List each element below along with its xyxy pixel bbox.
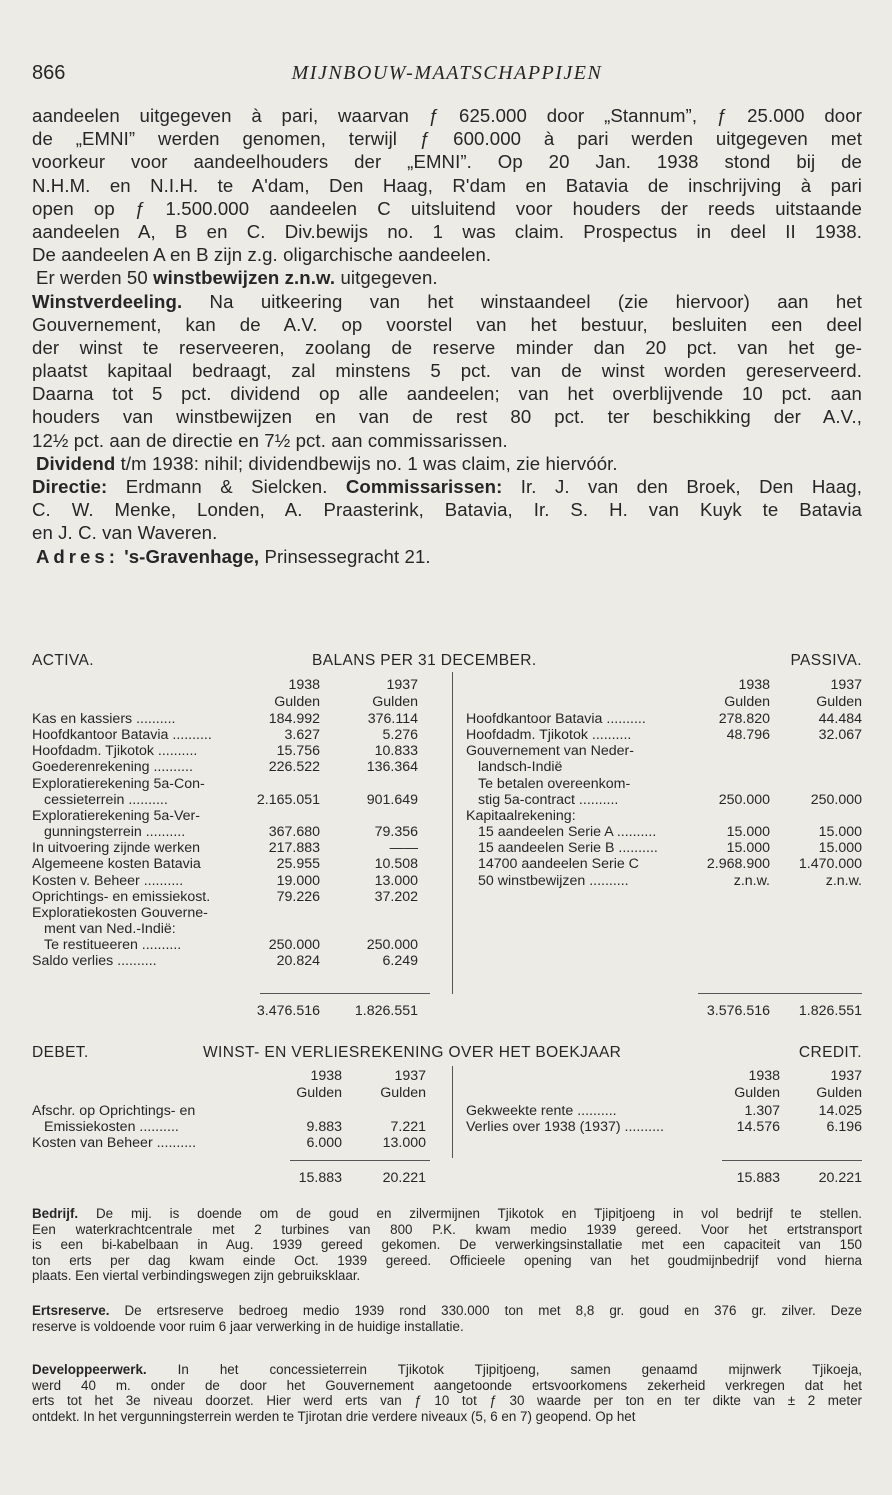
- column-divider: [452, 1066, 453, 1158]
- amount-1937: 136.364: [366, 759, 418, 776]
- unit-header: Gulden: [724, 694, 770, 710]
- total-rule: [260, 993, 430, 994]
- account-label: gunningsterrein ..........: [44, 824, 186, 841]
- directie-label: Directie:: [32, 476, 108, 497]
- total-1938: 3.576.516: [706, 1003, 770, 1019]
- amount-1938: 15.000: [726, 840, 770, 857]
- account-label: Emissiekosten ..........: [44, 1119, 179, 1136]
- text-line: N.H.M. en N.I.H. te A'dam, Den Haag, R'dam en Batavia de inschrijving à pari: [32, 174, 862, 196]
- amount-1938: 217.883: [268, 840, 320, 857]
- account-label: Hoofdkantoor Batavia ..........: [32, 727, 212, 744]
- amount-1938: 250.000: [268, 937, 320, 954]
- total-1937: 1.826.551: [354, 1003, 418, 1019]
- amount-1938: 15.000: [726, 824, 770, 841]
- amount-1937: 250.000: [366, 937, 418, 954]
- total-1938: 3.476.516: [256, 1003, 320, 1019]
- account-label: Exploratierekening 5a-Con-: [32, 775, 205, 792]
- directie-text: [32, 498, 862, 544]
- year-header: 1938: [310, 1068, 342, 1084]
- amount-1938: 14.576: [736, 1119, 780, 1136]
- unit-header: Gulden: [372, 694, 418, 710]
- developpeerwerk-paragraph: Developpeerwerk. In het concessieterrein Tjikotok Tjipitjoeng, samen genaamd mijnwerk Tjikoeja, werd 40 m. onder de door het Gouvernement aangetoonde ertsvoorkomens zekerheid verkregen dat het erts tot het 3e niveau doorzet. Hier werd erts van ƒ 10 tot ƒ 30 waarde per ton en ter dikte van ± 2 meter ontdekt. In het vergunningsterrein werden te Tjirotan drie verdere niveaux (5, 6 en 7) geopend. Op het: [32, 1362, 862, 1424]
- amount-1938: 1.307: [744, 1103, 780, 1119]
- debet-heading: DEBET.: [32, 1044, 89, 1061]
- account-label: 15 aandeelen Serie A ..........: [478, 824, 657, 841]
- amount-1937: 901.649: [366, 791, 418, 808]
- text-line: ontdekt. In het vergunningsterrein werden te Tjirotan drie verdere niveaux (5, 6 en 7) geopend. Op het: [32, 1408, 636, 1424]
- year-header: 1937: [830, 677, 862, 693]
- amount-1937: 7.221: [390, 1119, 426, 1136]
- text-line: der winst te reserveeren, zoolang de reserve minder dan 20 pct. van het ge-: [32, 336, 862, 358]
- page-header: [32, 62, 862, 90]
- amount-1938: 367.680: [268, 824, 320, 841]
- text-line: Daarna tot 5 pct. dividend op alle aandeelen; van het overblijvende 10 pct. aan: [32, 383, 862, 405]
- text-line: houders van winstbewijzen en van de rest 80 pct. ter beschikking der A.V.,: [32, 406, 862, 428]
- amount-1938: 226.522: [268, 759, 320, 776]
- year-header: 1937: [830, 1068, 862, 1084]
- winstverdeeling-text: [32, 313, 862, 452]
- amount-1937: 376.114: [367, 711, 418, 727]
- column-divider: [452, 672, 453, 994]
- company-description: [32, 104, 862, 568]
- year-header: 1937: [386, 677, 418, 693]
- amount-1937: ——: [389, 840, 418, 857]
- unit-header: Gulden: [296, 1085, 342, 1101]
- year-header: 1938: [288, 677, 320, 693]
- account-label: Oprichtings- en emissiekost.: [32, 888, 211, 905]
- year-header: 1938: [748, 1068, 780, 1084]
- amount-1938: 3.627: [284, 727, 320, 744]
- amount-1937: 15.000: [818, 824, 862, 841]
- credit-heading: CREDIT.: [798, 1044, 862, 1061]
- total-1937: 20.221: [382, 1170, 426, 1186]
- amount-1937: 5.276: [382, 727, 418, 744]
- unit-header: Gulden: [816, 1085, 862, 1101]
- amount-1937: 6.196: [826, 1119, 862, 1136]
- account-label: 14700 aandeelen Serie C: [478, 856, 639, 873]
- account-label: Hoofdkantoor Batavia ..........: [466, 711, 646, 727]
- text-line: voorkeur voor aandeelhouders der „EMNI”. Op 20 Jan. 1938 stond bij de: [32, 151, 862, 173]
- ertsreserve-paragraph: Ertsreserve. De ertsreserve bedroeg medio 1939 rond 330.000 ton met 8,8 gr. goud en 376 gr. zilver. Deze reserve is voldoende voor ruim 6 jaar verwerking in de huidige installatie.: [32, 1303, 862, 1334]
- account-label: Saldo verlies ..........: [32, 953, 157, 970]
- text-line: plaats. Een viertal verbindingswegen zijn gebruiksklaar.: [32, 1268, 361, 1284]
- balance-heading: BALANS PER 31 DECEMBER.: [312, 652, 537, 669]
- amount-1938: 20.824: [276, 953, 320, 970]
- amount-1937: 6.249: [382, 953, 418, 970]
- running-title: MIJNBOUW-MAATSCHAPPIJEN: [291, 62, 603, 84]
- account-label: Te betalen overeenkom-: [478, 775, 631, 792]
- total-1938: 15.883: [298, 1170, 342, 1186]
- amount-1937: 37.202: [374, 888, 418, 905]
- unit-header: Gulden: [734, 1085, 780, 1101]
- account-label: Verlies over 1938 (1937) ..........: [466, 1119, 664, 1136]
- account-label: Algemeene kosten Batavia: [32, 856, 201, 873]
- account-label: Hoofdadm. Tjikotok ..........: [32, 743, 198, 760]
- directie-line: Directie: Erdmann & Sielcken. Commissarissen: Ir. J. van den Broek, Den Haag,: [32, 476, 862, 497]
- text-line: 12½ pct. aan de directie en 7½ pct. aan commissarissen.: [32, 429, 508, 451]
- dividend-line: Dividend t/m 1938: nihil; dividendbewijs no. 1 was claim, zie hiervóór.: [36, 452, 618, 474]
- account-label: Exploratiekosten Gouverne-: [32, 904, 208, 921]
- year-header: 1937: [394, 1068, 426, 1084]
- passiva-heading: PASSIVA.: [790, 652, 862, 669]
- amount-1938: 2.968.900: [706, 856, 770, 873]
- activa-heading: ACTIVA.: [32, 652, 94, 669]
- bedrijf-paragraph: Bedrijf. De mij. is doende om de goud en zilvermijnen Tjikotok en Tjipitjoeng in vol bedrijf te stellen. Een waterkrachtcentrale met 2 turbines van 800 P.K. kwam medio 1939 gereed. Voor het ertstransport is een bi-kabelbaan in Aug. 1939 gereed gekomen. De verwerkingsinstallatie met een capaciteit van 150 ton erts per dag kwam einde Oct. 1939 gereed. Officieele opening van het goudmijnbedrijf vond hierna plaats. Een viertal verbindingswegen zijn gebruiksklaar.: [32, 1206, 862, 1284]
- account-label: cessieterrein ..........: [44, 791, 168, 808]
- amount-1937: 10.833: [374, 743, 418, 760]
- text-line: is een bi-kabelbaan in Aug. 1939 gereed gekomen. De verwerkingsinstallatie met een capaciteit van 150: [32, 1237, 862, 1253]
- account-label: Kosten van Beheer ..........: [32, 1135, 197, 1152]
- amount-1937: 13.000: [374, 872, 418, 889]
- account-label: Afschr. op Oprichtings- en: [32, 1103, 196, 1119]
- total-rule: [722, 1160, 862, 1161]
- amount-1938: 19.000: [276, 872, 320, 889]
- developpeerwerk-label: Developpeerwerk.: [32, 1362, 147, 1377]
- account-label: Te restitueeren ..........: [44, 937, 182, 954]
- winstverdeeling-first-line: Winstverdeeling. Na uitkeering van het winstaandeel (zie hiervoor) aan het: [32, 290, 862, 312]
- total-1937: 1.826.551: [798, 1003, 862, 1019]
- amount-1937: 10.508: [374, 856, 418, 873]
- text-line: Een waterkrachtcentrale met 2 turbines van 800 P.K. kwam medio 1939 gereed. Voor het ertstransport: [32, 1221, 862, 1237]
- account-label: Kas en kassiers ..........: [32, 711, 176, 727]
- account-label: 15 aandeelen Serie B ..........: [478, 840, 658, 857]
- account-label: 50 winstbewijzen ..........: [478, 872, 629, 889]
- unit-header: Gulden: [380, 1085, 426, 1101]
- amount-1937: 79.356: [374, 824, 418, 841]
- amount-1937: 32.067: [818, 727, 862, 744]
- total-rule: [698, 993, 862, 994]
- winstbewijzen-line: Er werden 50 winstbewijzen z.n.w. uitgegeven.: [36, 267, 438, 289]
- amount-1937: 14.025: [818, 1103, 862, 1119]
- amount-1937: 13.000: [382, 1135, 426, 1152]
- account-label: Kosten v. Beheer ..........: [32, 872, 184, 889]
- amount-1938: 278.820: [718, 711, 770, 727]
- text-line: De aandeelen A en B zijn z.g. oligarchische aandeelen.: [32, 244, 492, 266]
- unit-header: Gulden: [274, 694, 320, 710]
- winstbewijzen-term: winstbewijzen z.n.w.: [153, 267, 336, 289]
- amount-1937: 1.470.000: [798, 856, 862, 873]
- account-label: Goederenrekening ..........: [32, 759, 193, 776]
- amount-1937: 250.000: [810, 791, 862, 808]
- amount-1938: 250.000: [718, 791, 770, 808]
- text-line: werd 40 m. onder de door het Gouvernement aangetoonde ertsvoorkomens zekerheid verkregen dat het: [32, 1377, 862, 1393]
- text-line: aandeelen uitgegeven à pari, waarvan ƒ 625.000 door „Stannum”, ƒ 25.000 door: [32, 105, 862, 126]
- amount-1938: 2.165.051: [256, 791, 320, 808]
- amount-1937: 44.484: [818, 711, 862, 727]
- text-line: open op ƒ 1.500.000 aandeelen C uitsluitend voor houders der reeds uitstaande: [32, 197, 862, 219]
- total-rule: [290, 1160, 430, 1161]
- total-1938: 15.883: [736, 1170, 780, 1186]
- text-line: en J. C. van Waveren.: [32, 522, 218, 544]
- amount-1937: 15.000: [818, 840, 862, 857]
- account-label: stig 5a-contract ..........: [478, 791, 619, 808]
- unit-header: Gulden: [816, 694, 862, 710]
- text-line: ton erts per dag kwam einde Oct. 1939 gereed. Officieele opening van het goudmijnbedrijf vond hierna: [32, 1252, 862, 1268]
- commissarissen-label: Commissarissen:: [345, 476, 503, 497]
- ertsreserve-label: Ertsreserve.: [32, 1303, 110, 1318]
- amount-1938: 25.955: [276, 856, 320, 873]
- amount-1938: z.n.w.: [733, 872, 770, 889]
- bedrijf-label: Bedrijf.: [32, 1206, 79, 1221]
- account-label: landsch-Indië: [478, 759, 563, 776]
- page-number: 866: [32, 62, 66, 84]
- text-line: reserve is voldoende voor ruim 6 jaar verwerking in de huidige installatie.: [32, 1318, 464, 1334]
- amount-1937: z.n.w.: [825, 872, 862, 889]
- account-label: Exploratierekening 5a-Ver-: [32, 807, 200, 824]
- winstverdeeling-label: Winstverdeeling.: [32, 290, 183, 312]
- account-label: In uitvoering zijnde werken: [32, 840, 200, 857]
- amount-1938: 9.883: [306, 1119, 342, 1136]
- text-line: C. W. Menke, Londen, A. Praasterink, Batavia, Ir. S. H. van Kuyk te Batavia: [32, 499, 862, 521]
- intro-text: [32, 104, 862, 266]
- dividend-label: Dividend: [36, 452, 116, 474]
- account-label: Gouvernement van Neder-: [466, 743, 634, 760]
- account-label: Hoofdadm. Tjikotok ..........: [466, 727, 632, 744]
- adres-label: Adres:: [36, 545, 119, 567]
- text-line: de „EMNI” werden genomen, terwijl ƒ 600.000 à pari werden uitgegeven met: [32, 128, 862, 150]
- amount-1938: 184.992: [268, 711, 320, 727]
- adres-line: Adres: 's-Gravenhage, Prinsessegracht 21.: [36, 545, 431, 567]
- account-label: Kapitaalrekening:: [466, 807, 576, 824]
- amount-1938: 48.796: [726, 727, 770, 744]
- text-line: plaatst kapitaal bedraagt, zal minstens 5 pct. van de winst worden gereserveerd.: [32, 360, 862, 382]
- amount-1938: 15.756: [276, 743, 320, 760]
- adres-city: 's-Gravenhage,: [124, 545, 260, 567]
- account-label: ment van Ned.-Indië:: [44, 920, 176, 937]
- text-line: erts tot het 3e niveau doorzet. Hier werd erts van ƒ 10 tot ƒ 30 waarde per ton en ter dikte van ± 2 meter: [32, 1393, 862, 1409]
- account-label: Gekweekte rente ..........: [466, 1103, 617, 1119]
- text-line: aandeelen A, B en C. Div.bewijs no. 1 was claim. Prospectus in deel II 1938.: [32, 220, 862, 242]
- amount-1938: 79.226: [276, 888, 320, 905]
- year-header: 1938: [738, 677, 770, 693]
- pl-heading: WINST- EN VERLIESREKENING OVER HET BOEKJAAR: [203, 1044, 622, 1061]
- total-1937: 20.221: [818, 1170, 862, 1186]
- amount-1938: 6.000: [306, 1135, 342, 1152]
- text-line: Gouvernement, kan de A.V. op voorstel van het bestuur, besluiten een deel: [32, 313, 862, 335]
